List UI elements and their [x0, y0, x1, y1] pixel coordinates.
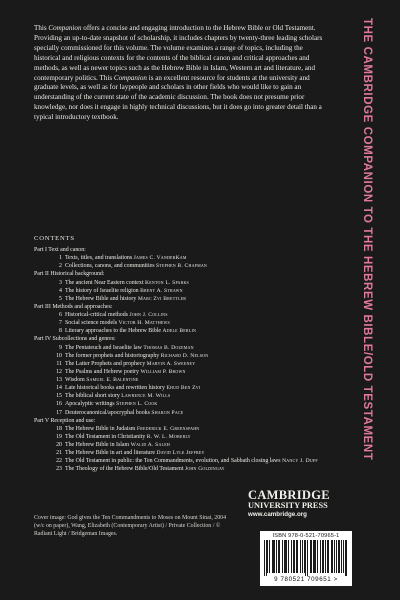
- barcode-bar: [294, 540, 295, 573]
- toc-entry-title: Literary approaches to the Hebrew Bible: [65, 328, 162, 335]
- contents-heading: CONTENTS: [34, 235, 75, 242]
- toc-entry: [34, 376, 334, 384]
- toc-entry-text: [65, 425, 334, 433]
- barcode-bar: [305, 540, 306, 576]
- toc-entry-number: 12: [56, 368, 62, 375]
- toc-entry: [34, 457, 334, 465]
- toc-entry-author: Frederick E. Greenspahn: [136, 425, 200, 432]
- barcode-bar: [282, 540, 283, 573]
- toc-entry-number: 4: [59, 287, 62, 294]
- publisher-subtitle: UNIVERSITY PRESS: [248, 501, 328, 510]
- barcode-bar: [304, 540, 305, 573]
- toc-entry-title: Late historical books and rewritten history: [65, 385, 165, 392]
- toc-entry-author: Walid A. Saleh: [130, 442, 170, 448]
- barcode-bar: [284, 540, 285, 573]
- toc-entry-author: Nancy J. Duff: [282, 458, 318, 465]
- toc-entry: [34, 311, 334, 319]
- barcode-bar: [302, 540, 303, 573]
- blurb-italic: Companion: [48, 24, 82, 32]
- toc-part-heading: Part I Text and canon:: [34, 247, 86, 253]
- toc-entry-author: Samuel E. Balentine: [86, 377, 139, 383]
- barcode-bar: [310, 540, 311, 573]
- barcode-bar: [311, 540, 312, 573]
- toc-entry-title: The Pentateuch and Israelite law: [65, 344, 142, 351]
- barcode-bar: [331, 540, 332, 573]
- barcode-bar: [273, 540, 274, 573]
- toc-entry-title: The ancient Near Eastern context: [65, 279, 144, 286]
- toc-entry: [34, 327, 334, 335]
- table-of-contents: [34, 246, 334, 474]
- toc-entry: [34, 400, 334, 408]
- toc-entry-author: Victor H. Matthews: [118, 320, 170, 327]
- barcode-bar: [288, 540, 289, 573]
- toc-entry-title: Deuterocanonical/apocryphal books: [65, 409, 150, 416]
- barcode-bar: [323, 540, 324, 573]
- barcode-bar: [286, 540, 287, 573]
- toc-entry-title: Social science models: [65, 320, 118, 327]
- toc-entry: [34, 392, 334, 400]
- toc-entry-number: 14: [56, 385, 62, 392]
- toc-entry-text: [65, 376, 334, 384]
- toc-entry-text: [65, 457, 334, 465]
- toc-entry: [34, 287, 334, 295]
- toc-entry-title: Apocalyptic writings: [65, 401, 115, 408]
- toc-entry: [34, 360, 334, 368]
- toc-entry-text: [65, 441, 334, 449]
- toc-entry-title: The former prophets and historiography: [65, 352, 160, 359]
- toc-entry-author: Richard D. Nelson: [160, 352, 209, 359]
- toc-part-heading: Part V Reception and use:: [34, 417, 96, 424]
- barcode-bar: [279, 540, 280, 573]
- toc-entry-title: The Hebrew Bible in art and literature: [65, 450, 155, 457]
- barcode-bar: [314, 540, 315, 573]
- toc-entry-author: Kenton L. Sparks: [145, 279, 189, 286]
- toc-entry: [34, 441, 334, 449]
- toc-entry: [34, 344, 334, 352]
- toc-entry: [34, 319, 334, 327]
- barcode-bar: [269, 540, 270, 573]
- spine-title-text: THE CAMBRIDGE COMPANION TO THE HEBREW BIBLE/OLD TESTAMENT: [361, 18, 373, 461]
- toc-entry-author: Thomas B. Dozeman: [143, 344, 194, 351]
- toc-entry: [34, 295, 334, 303]
- toc-entry-number: 7: [59, 320, 62, 327]
- barcode-bar: [320, 540, 321, 573]
- toc-entry-text: [65, 360, 334, 368]
- toc-entry-number: 3: [59, 279, 62, 286]
- toc-entry-number: 2: [59, 263, 62, 270]
- barcode-bar: [297, 540, 298, 573]
- barcode-bar: [343, 540, 344, 573]
- toc-entry: [34, 279, 334, 287]
- toc-entry-number: 19: [56, 433, 62, 440]
- toc-entry-number: 15: [56, 393, 62, 400]
- toc-entry-author: R. W. L. Moberly: [146, 433, 191, 440]
- barcode-bar: [345, 540, 346, 576]
- toc-entry-text: [65, 384, 334, 392]
- barcode-bar: [328, 540, 329, 573]
- barcode-bar: [325, 540, 326, 573]
- toc-entry-number: 13: [56, 377, 62, 383]
- barcode-bar: [291, 540, 292, 573]
- toc-entry-number: 10: [56, 352, 62, 359]
- toc-entry-author: Marc Zvi Brettler: [137, 295, 187, 302]
- toc-entry-text: [65, 262, 334, 270]
- toc-entry-number: 17: [56, 409, 62, 416]
- publisher-name: CAMBRIDGE: [248, 488, 330, 502]
- barcode-bar: [267, 540, 268, 573]
- toc-entry-title: The Old Testament in public: the Ten Commandments, evolution, and Sabbath closing laws: [65, 458, 281, 465]
- toc-entry: [34, 433, 334, 441]
- toc-entry-title: Collections, canons, and communities: [65, 263, 155, 270]
- toc-entry-text: [65, 465, 334, 473]
- toc-entry: [34, 465, 334, 473]
- toc-entry: [34, 425, 334, 433]
- toc-entry-text: [65, 433, 334, 441]
- barcode-bar: [264, 540, 265, 576]
- barcode-bar: [315, 540, 316, 573]
- barcode-bar: [274, 540, 275, 573]
- toc-entry-author: James C. VanderKam: [133, 255, 187, 262]
- toc-entry-title: The Latter Prophets and prophecy: [65, 360, 146, 367]
- toc-entry-title: The history of Israelite religion: [65, 287, 139, 294]
- toc-entry-title: The Hebrew Bible in Judaism: [65, 425, 136, 432]
- barcode-bar: [332, 540, 333, 573]
- toc-entry-author: Brent A. Strawn: [140, 287, 183, 294]
- toc-entry-number: 5: [59, 295, 62, 302]
- barcode-bar: [307, 540, 308, 576]
- toc-entry-author: Sharon Pace: [151, 409, 184, 416]
- blurb-segment: offers a concise and engaging introduction to the Hebrew Bible or Old Testament. Providing an up-to-date snapshot of scholarship, it includes chapters by twenty-three leading scholars specially commissioned for this volume. The volume examines a range of topics, including the historical and religious contexts for the contents of the biblical canon and critical approaches and methods, as well as newer topics such as the Hebrew Bible in Islam, Western art and literature, and contemporary politics. This: [34, 24, 323, 82]
- toc-entry-author: David Lyle Jeffrey: [156, 450, 205, 457]
- publisher-url: www.cambridge.org: [248, 511, 307, 518]
- toc-entry-number: 9: [59, 344, 62, 351]
- toc-entry-title: Wisdom: [65, 377, 85, 383]
- barcode-bar: [278, 540, 279, 573]
- toc-entry-text: [65, 319, 334, 327]
- ean-digits: 9 780521 709651 >: [274, 576, 338, 583]
- toc-entry-title: The Theology of the Hebrew Bible/Old Testament: [65, 466, 184, 473]
- barcode-bar: [339, 540, 340, 573]
- toc-entry-text: [65, 287, 334, 295]
- toc-part-heading: Part III Methods and approaches:: [34, 303, 113, 310]
- toc-entry-author: Ehud Ben Zvi: [166, 385, 201, 392]
- toc-entry-text: [65, 400, 334, 408]
- toc-entry-number: 18: [56, 425, 62, 432]
- toc-entry: [34, 449, 334, 457]
- toc-entry-number: 11: [56, 360, 62, 367]
- isbn-label: ISBN 978-0-521-70965-1: [272, 533, 340, 539]
- barcode-bar: [266, 540, 267, 576]
- barcode-bar: [300, 540, 301, 573]
- toc-entry: [34, 409, 334, 417]
- toc-entry-text: [65, 352, 334, 360]
- toc-entry-title: The Hebrew Bible in Islam: [65, 442, 130, 448]
- toc-entry-text: [65, 254, 334, 262]
- blurb-segment: This: [34, 24, 49, 32]
- toc-entry-text: [65, 344, 334, 352]
- barcode-bar: [338, 540, 339, 573]
- barcode-bar: [285, 540, 286, 573]
- spine-title: [352, 18, 382, 538]
- toc-entry-text: [65, 449, 334, 457]
- toc-entry-author: Stephen B. Chapman: [155, 263, 208, 270]
- toc-entry-author: Lawrence M. Wills: [121, 393, 171, 400]
- cover-image-credit: Cover image: God gives the Ten Commandments to Moses on Mount Sinai, 2004 (w/c on paper), Wang, Elizabeth (Contemporary Artist) / Private Collection / © Radiant Light / Bridgeman Images.: [34, 515, 227, 538]
- toc-entry-text: [65, 279, 334, 287]
- barcode-bar: [272, 540, 273, 573]
- blurb-italic: Companion: [113, 73, 147, 82]
- barcode-bar: [293, 540, 294, 573]
- barcode-bar: [336, 540, 337, 573]
- barcode-bar: [313, 540, 314, 573]
- barcode-icon: [264, 540, 348, 576]
- barcode-bar: [317, 540, 318, 573]
- toc-entry-text: [65, 392, 334, 400]
- toc-entry: [34, 262, 334, 270]
- barcode-panel: [260, 531, 352, 586]
- barcode-bar: [341, 540, 342, 573]
- toc-entry-author: Marvin A. Sweeney: [146, 360, 196, 367]
- barcode-bar: [327, 540, 328, 573]
- barcode-bar: [346, 540, 347, 576]
- toc-part-heading: Part II Historical background:: [34, 271, 105, 278]
- toc-entry-title: The Psalms and Hebrew poetry: [65, 368, 139, 375]
- publisher-logo: [248, 489, 360, 519]
- toc-entry-text: [65, 327, 334, 335]
- toc-entry-text: [65, 311, 334, 319]
- toc-entry-number: 20: [56, 442, 62, 448]
- toc-entry-title: The Hebrew Bible and history: [65, 295, 137, 302]
- toc-entry-number: 8: [59, 328, 62, 335]
- toc-entry-text: [65, 295, 334, 303]
- toc-entry-author: William P. Brown: [140, 368, 186, 375]
- barcode-bar: [276, 540, 277, 573]
- toc-entry-title: Texts, titles, and translations: [65, 255, 133, 262]
- toc-entry-number: 22: [56, 458, 62, 465]
- blurb-segment: is an excellent resource for students at the university and graduate levels, as well as for laypeople and scholars in other fields who would like to gain an understanding of the current state of the academic discussion. The book does not presume prior knowledge, nor does it engage in highly technical discussions, but it does go into greater detail than a typical introductory textbook.: [34, 73, 322, 122]
- toc-entry-number: 21: [56, 450, 62, 457]
- toc-entry-number: 1: [59, 255, 62, 262]
- toc-entry: [34, 368, 334, 376]
- toc-entry-author: John Goldingay: [184, 466, 225, 473]
- barcode-bar: [322, 540, 323, 573]
- toc-entry: [34, 352, 334, 360]
- toc-entry-number: 6: [59, 312, 62, 318]
- blurb-text: [34, 24, 330, 123]
- toc-entry-author: John J. Collins: [129, 312, 168, 318]
- toc-entry-text: [65, 368, 334, 376]
- toc-entry-title: Historical-critical methods: [65, 312, 128, 318]
- toc-entry-title: The biblical short story: [65, 393, 120, 400]
- toc-entry-title: The Old Testament in Christianity: [65, 433, 146, 440]
- barcode-bar: [334, 540, 335, 573]
- barcode-bar: [296, 540, 297, 573]
- toc-entry-text: [65, 409, 334, 417]
- toc-entry-author: Adele Berlin: [162, 328, 197, 335]
- toc-entry: [34, 254, 334, 262]
- toc-entry-author: Stephen L. Cook: [116, 401, 158, 408]
- toc-entry: [34, 384, 334, 392]
- toc-part-heading: Part IV Subcollections and genres:: [34, 336, 116, 343]
- toc-entry-number: 16: [56, 401, 62, 408]
- toc-entry-number: 23: [56, 466, 62, 473]
